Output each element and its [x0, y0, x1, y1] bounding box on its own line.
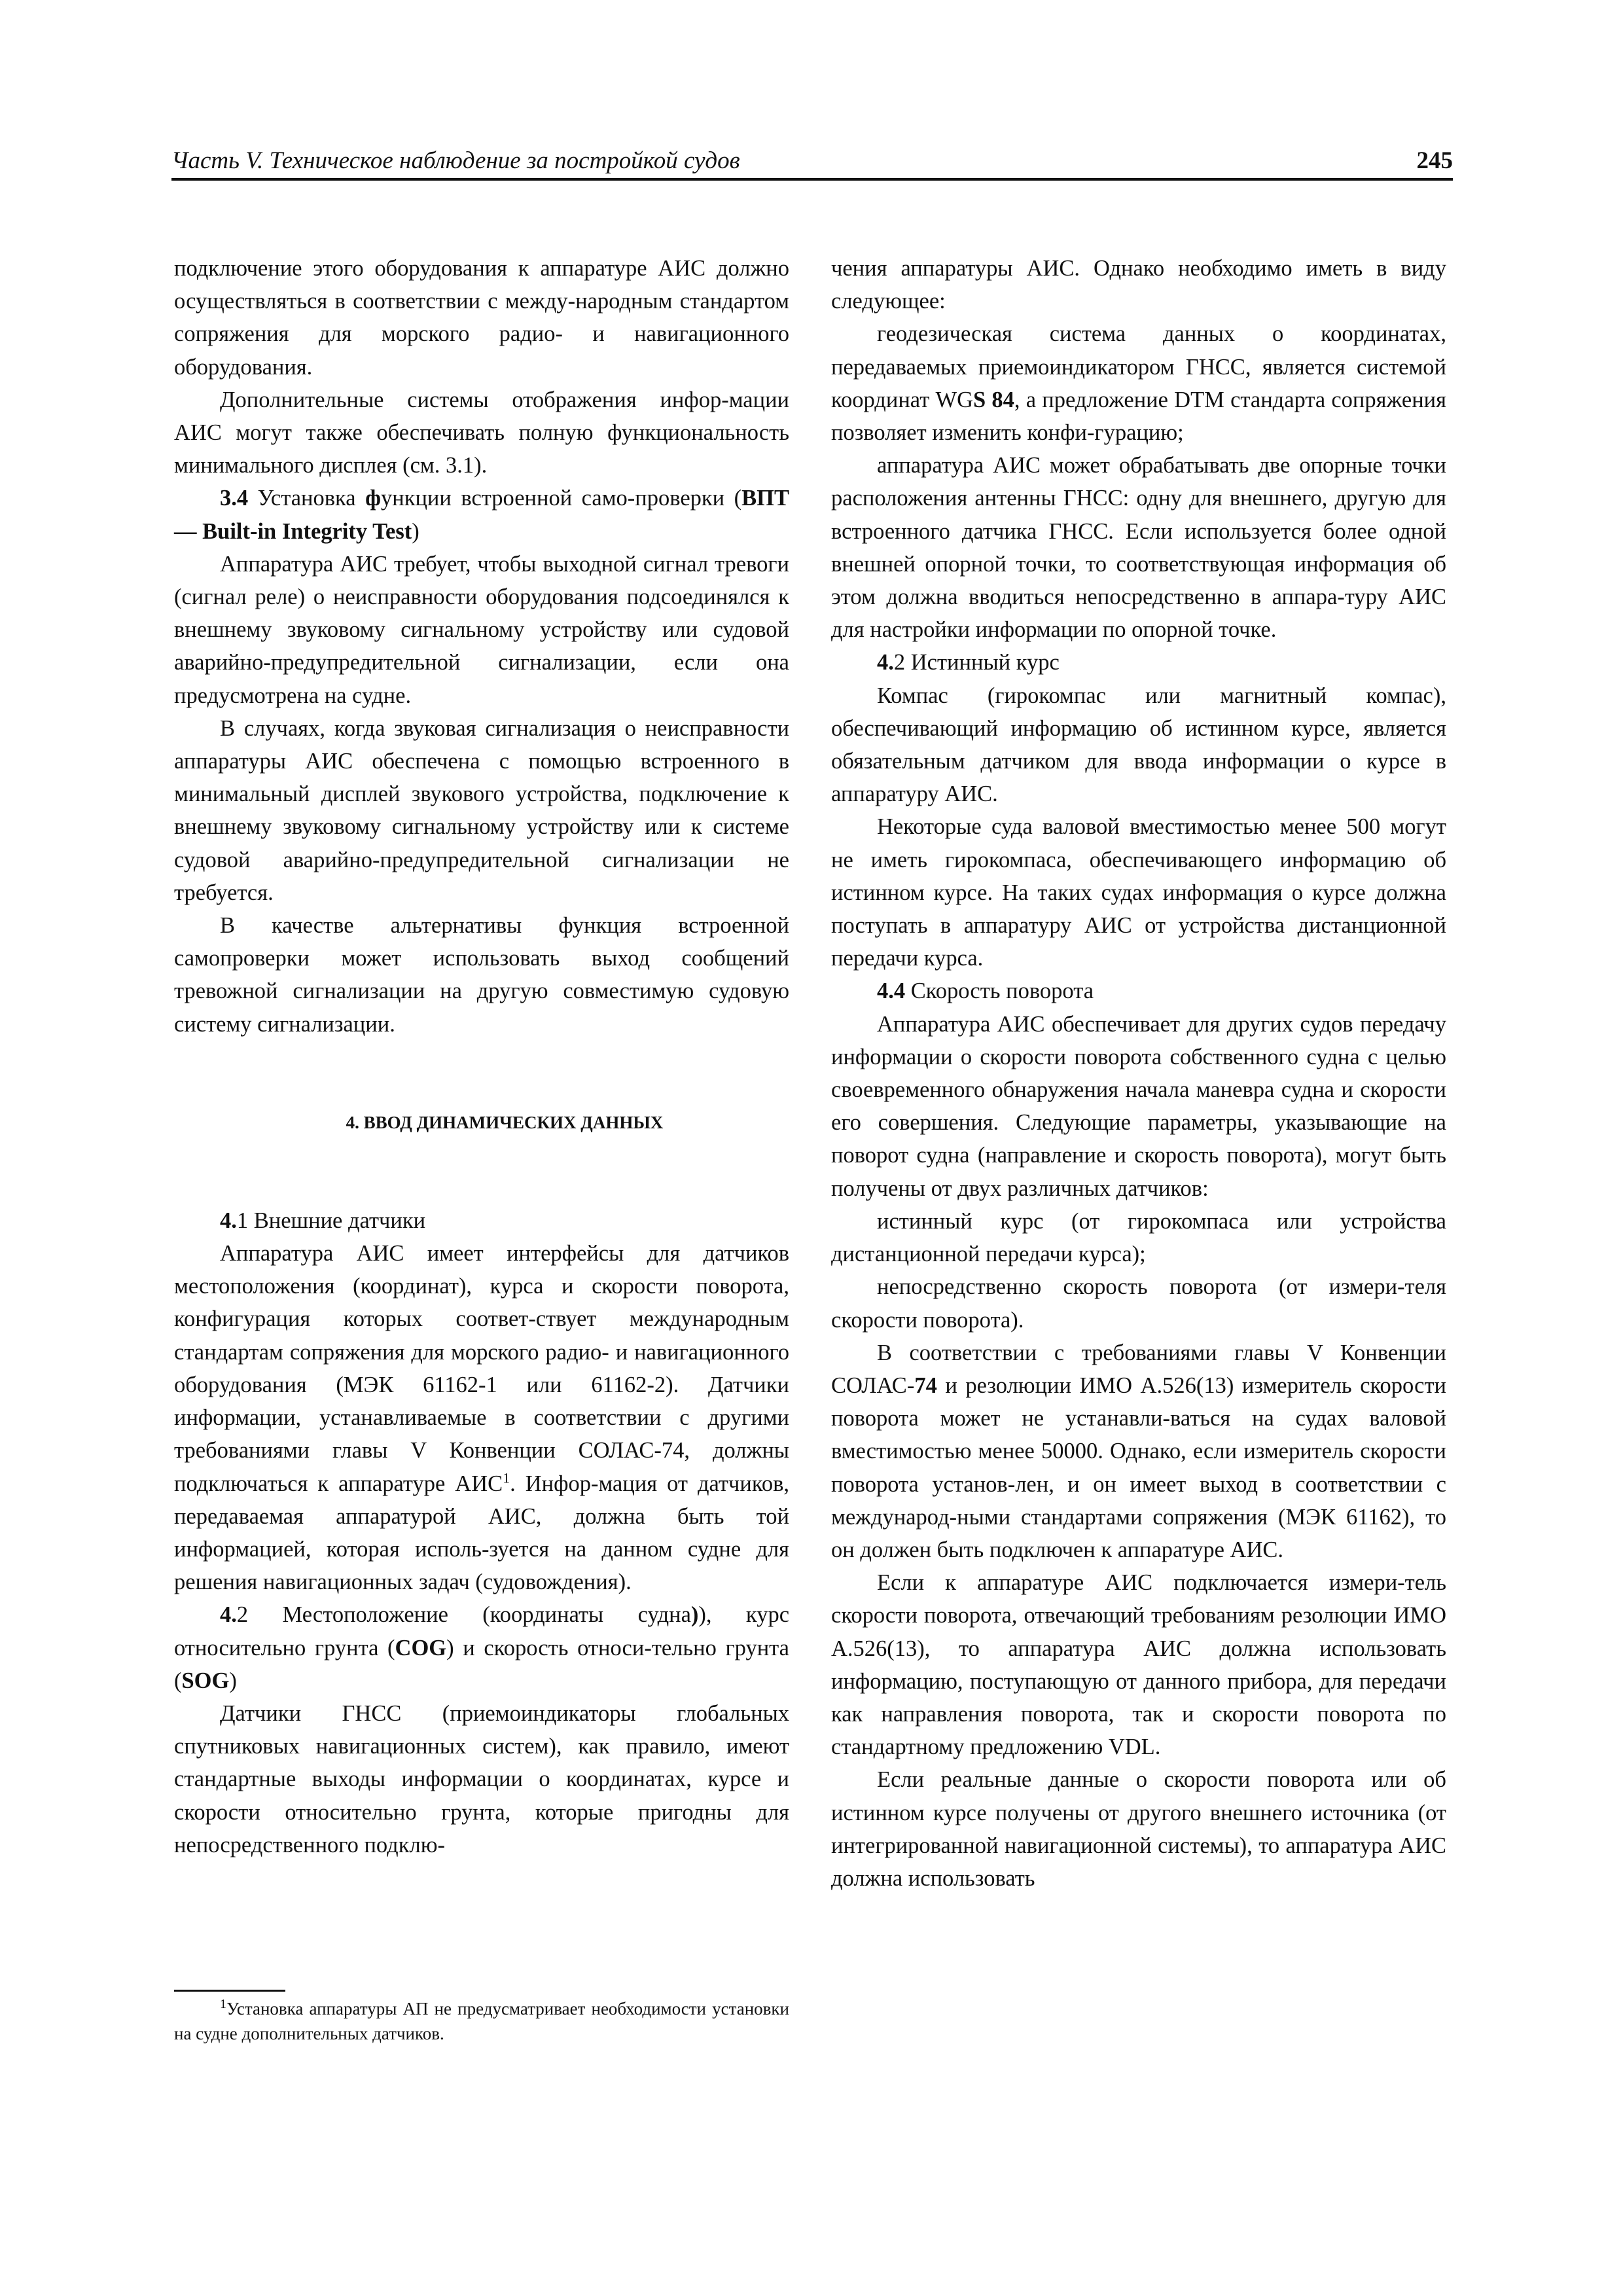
running-header — [171, 145, 1453, 179]
footnote-text: Установка аппаратуры АП не предусматривает необходимости установки на судне дополнительных датчиков. — [174, 1999, 789, 2043]
paragraph: Аппаратура АИС требует, чтобы выходной сигнал тревоги (сигнал реле) о неисправности оборудования подсоединялся к внешнему звуковому сигнальному устройству или судовой аварийно-предупредительной сигнализации, если она предусмотрена на судне. — [174, 551, 789, 708]
left-column — [174, 252, 789, 1861]
header-rule — [171, 178, 1453, 181]
subsection-heading: 3.4 Установка функции встроенной само-проверки (ВПТ — Built-in Integrity Test) — [174, 486, 789, 544]
paragraph: Компас (гирокомпас или магнитный компас), обеспечивающий информацию об истинном курсе, является обязательным датчиком для ввода информации о курсе в аппаратуру АИС. — [831, 683, 1446, 807]
paragraph: В соответствии с требованиями главы V Конвенции СОЛАС-74 и резолюции ИМО А.526(13) измеритель скорости поворота может не устанавли-ваться на судах валовой вместимостью менее 50000. Однако, если измеритель скорости поворота установ-лен, и он имеет выход в соответствии с международ-ными стандартами сопряжения (МЭК 61162), то он должен быть подключен к аппаратуре АИС. — [831, 1340, 1446, 1562]
footnote — [174, 1996, 789, 2046]
header-title: Часть V. Техническое наблюдение за постройкой судов — [171, 147, 740, 174]
paragraph: Дополнительные системы отображения инфор-мации АИС могут также обеспечивать полную функциональность минимального дисплея (см. 3.1). — [174, 387, 789, 478]
paragraph: аппаратура АИС может обрабатывать две опорные точки расположения антенны ГНСС: одну для внешнего, другую для встроенного датчика ГНСС. Если используется более одной внешней опорной точки, то соответствующая информация об этом должна вводиться непосредственно в аппара-туру АИС для настройки информации по опорной точке. — [831, 453, 1446, 643]
paragraph: геодезическая система данных о координатах, передаваемых приемоиндикатором ГНСС, является системой координат WGS 84, а предложение DTM стандарта сопряжения позволяет изменить конфи-гурацию; — [831, 321, 1446, 446]
subsection-heading: 4.2 Местоположение (координаты судна)), курс относительно грунта (COG) и скорость относи-тельно грунта (SOG) — [174, 1602, 790, 1693]
paragraph: подключение этого оборудования к аппаратуре АИС должно осуществляться в соответствии с между-народным стандартом сопряжения для морского радио- и навигационного оборудования. — [174, 256, 789, 380]
paragraph: В случаях, когда звуковая сигнализация о неисправности аппаратуры АИС обеспечена с помощью встроенного в минимальный дисплей звукового устройства, подключение к внешнему звуковому сигнальному устройству или к системе судовой аварийно-предупредительной сигнализации не требуется. — [174, 715, 789, 905]
paragraph: непосредственно скорость поворота (от измери-теля скорости поворота). — [831, 1274, 1446, 1333]
page-number: 245 — [1416, 147, 1453, 174]
paragraph: Некоторые суда валовой вместимостью менее 500 могут не иметь гирокомпаса, обеспечивающего информацию об истинном курсе. На таких судах информация о курсе должна поступать в аппаратуру АИС от устройства дистанционной передачи курса. — [831, 814, 1446, 971]
section-heading: 4. ВВОД ДИНАМИЧЕСКИХ ДАННЫХ — [346, 1112, 664, 1132]
footnote-rule — [174, 1990, 285, 1992]
subsection-heading: 4.2 Истинный курс — [877, 650, 1060, 675]
right-column — [831, 252, 1446, 1895]
subsection-heading: 4.4 Скорость поворота — [877, 978, 1094, 1004]
paragraph: Если реальные данные о скорости поворота или об истинном курсе получены от другого внешнего источника (от интегрированной навигационной системы), то аппаратура АИС должна использовать — [831, 1767, 1446, 1891]
paragraph: Аппаратура АИС обеспечивает для других судов передачу информации о скорости поворота собственного судна с целью своевременного обнаружения начала маневра судна и скорости его совершения. Следующие параметры, указывающие на поворот судна (направление и скорость поворота), могут быть получены от двух различных датчиков: — [831, 1011, 1446, 1201]
paragraph: Датчики ГНСС (приемоиндикаторы глобальных спутниковых навигационных систем), как правило, имеют стандартные выходы информации о координатах, курсе и скорости относительно грунта, которые пригодны для непосредственного подклю- — [174, 1700, 789, 1857]
paragraph: Аппаратура АИС имеет интерфейсы для датчиков местоположения (координат), курса и скорости поворота, конфигурация которых соответ-ствует международным стандартам сопряжения для морского радио- и навигационного оборудования (МЭК 61162-1 или 61162-2). Датчики информации, устанавливаемые в соответствии с другими требованиями главы V Конвенции СОЛАС-74, должны подключаться к аппаратуре АИС$^1$. Инфор-мация от датчиков, передаваемая аппаратурой АИС, должна быть той информацией, которая исполь-зуется на данном судне для решения навигационных задач (судовождения). — [174, 1241, 789, 1595]
footnote-marker: 1 — [220, 1997, 226, 2011]
footnote-marker: 1 — [503, 1469, 510, 1486]
paragraph: Если к аппаратуре АИС подключается измери-тель скорости поворота, отвечающий требованиям резолюции ИМО А.526(13), то аппаратура АИС должна использовать информацию, поступающую от данного прибора, для передачи как направления поворота, так и скорости поворота по стандартному предложению VDL. — [831, 1570, 1446, 1760]
paragraph: чения аппаратуры АИС. Однако необходимо иметь в виду следующее: — [831, 256, 1446, 314]
paragraph: истинный курс (от гирокомпаса или устройства дистанционной передачи курса); — [831, 1208, 1446, 1267]
paragraph: В качестве альтернативы функция встроенной самопроверки может использовать выход сообщений тревожной сигнализации на другую совместимую судовую систему сигнализации. — [174, 913, 789, 1037]
subsection-heading: 4.1 Внешние датчики — [220, 1208, 426, 1233]
